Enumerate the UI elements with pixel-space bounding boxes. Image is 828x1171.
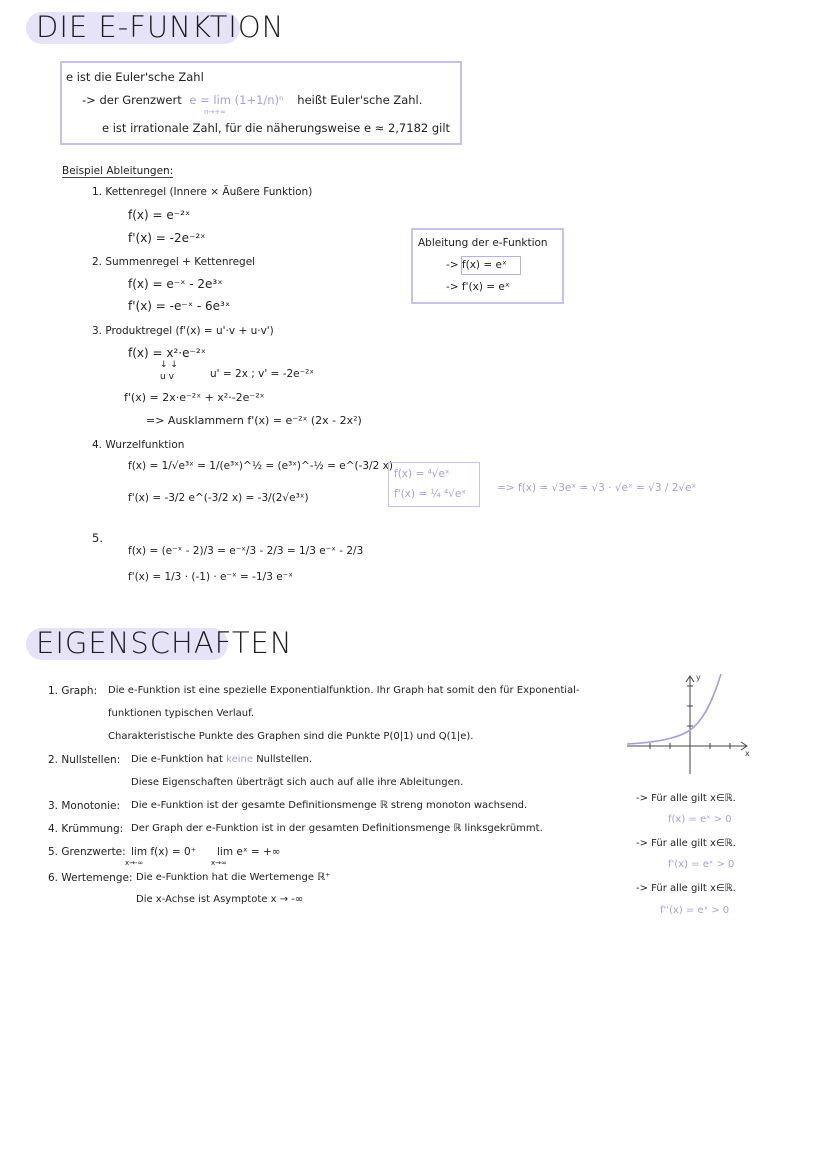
page-title: DIE E-FUNKTION (36, 10, 285, 44)
prop1-line3: Charakteristische Punkte des Graphen sind die Punkte P(0|1) und Q(1|e). (108, 731, 474, 742)
exp-curve (627, 674, 721, 744)
prop6-line2: Die x-Achse ist Asymptote x → -∞ (136, 894, 304, 905)
prop1-line2: funktionen typischen Verlauf. (108, 708, 255, 719)
prop6-label: 6. Wertemenge: (48, 872, 133, 884)
ex5-fp: f'(x) = 1/3 · (-1) · e⁻ˣ = -1/3 e⁻ˣ (128, 571, 293, 583)
root-side-f: f(x) = ⁴√eˣ (394, 468, 450, 480)
prop5-limit-a: lim f(x) = 0⁺ (131, 846, 197, 858)
graph-y-label: y (696, 673, 701, 682)
derivative-box-fp: -> f'(x) = eˣ (446, 281, 510, 293)
derivative-box-f: -> f(x) = eˣ (446, 259, 507, 271)
prop1-label: 1. Graph: (48, 685, 98, 697)
intro-line-3: e ist irrationale Zahl, für die näherungsweise e ≈ 2,7182 gilt (102, 121, 451, 135)
ex5-f: f(x) = (e⁻ˣ - 2)/3 = e⁻ˣ/3 - 2/3 = 1/3 e⁻ˣ - 2/3 (128, 545, 364, 557)
ex5-number: 5. (92, 531, 103, 545)
ex3-uv: u v (160, 372, 174, 382)
prop5-limit-b: lim eˣ = +∞ (217, 846, 281, 858)
prop2-pre: Die e-Funktion hat (131, 754, 223, 765)
prop2-line1 (131, 754, 312, 765)
intro-formula: e = lim (1+1/n)ⁿ (189, 93, 284, 107)
derivative-box-title: Ableitung der e-Funktion (418, 237, 548, 249)
root-side-fp: f'(x) = ¼ ⁴√eˣ (394, 488, 466, 500)
ex4-fp: f'(x) = -3/2 e^(-3/2 x) = -3/(2√e³ˣ) (128, 492, 309, 504)
prop3-text: Die e-Funktion ist der gesamte Definitionsmenge ℝ streng monoton wachsend. (131, 800, 528, 811)
prop4-text: Der Graph der e-Funktion ist in der gesamten Definitionsmenge ℝ linksgekrümmt. (131, 823, 543, 834)
prop5-limit-a-sub: x→-∞ (125, 859, 144, 867)
ex3-derivatives: u' = 2x ; v' = -2e⁻²ˣ (210, 368, 315, 380)
prop5-limit-b-sub: x→∞ (211, 859, 227, 867)
ex3-factor: => Ausklammern f'(x) = e⁻²ˣ (2x - 2x²) (146, 414, 362, 427)
side-note-3-head: -> Für alle gilt x∈ℝ. (636, 883, 736, 894)
side-note-3-val: f''(x) = eˣ > 0 (660, 905, 730, 916)
prop2-keine: keine (226, 754, 254, 765)
prop5-label: 5. Grenzwerte: (48, 846, 126, 858)
intro-line-2-post: heißt Euler'sche Zahl. (297, 93, 423, 107)
prop3-label: 3. Monotonie: (48, 800, 121, 812)
ex3-arrows: ↓ ↓ (160, 360, 178, 370)
prop1-line1: Die e-Funktion ist eine spezielle Exponentialfunktion. Ihr Graph hat somit den für Exponential- (108, 685, 580, 696)
prop2-label: 2. Nullstellen: (48, 754, 121, 766)
intro-line-2 (82, 93, 422, 107)
prop2-post: Nullstellen. (256, 754, 313, 765)
side-note-1-head: -> Für alle gilt x∈ℝ. (636, 793, 736, 804)
ex3-fp: f'(x) = 2x·e⁻²ˣ + x²·-2e⁻²ˣ (124, 391, 265, 404)
ex4-title: 4. Wurzelfunktion (92, 439, 185, 451)
side-note-1-val: f(x) = eˣ > 0 (668, 814, 732, 825)
examples-heading: Beispiel Ableitungen: (62, 165, 174, 177)
graph-x-label: x (745, 749, 750, 758)
ex2-f: f(x) = e⁻ˣ - 2e³ˣ (128, 277, 223, 291)
ex1-f: f(x) = e⁻²ˣ (128, 208, 191, 222)
exp-graph (625, 670, 755, 778)
section-title-properties: EIGENSCHAFTEN (36, 626, 293, 660)
derivative-box-f-frame (461, 256, 521, 275)
prop2-line2: Diese Eigenschaften überträgt sich auch auf alle ihre Ableitungen. (131, 777, 464, 788)
root-side-note: => f(x) = √3eˣ = √3 · √eˣ = √3 / 2√eˣ (497, 482, 697, 494)
intro-limit: n→+∞ (204, 108, 226, 116)
ex1-fp: f'(x) = -2e⁻²ˣ (128, 231, 206, 245)
intro-line-2-pre: -> der Grenzwert (82, 93, 182, 107)
prop4-label: 4. Krümmung: (48, 823, 124, 835)
ex4-f: f(x) = 1/√e³ˣ = 1/(e³ˣ)^½ = (e³ˣ)^-½ = e^(-3/2 x) (128, 460, 393, 472)
ex1-title: 1. Kettenregel (Innere × Äußere Funktion) (92, 186, 313, 198)
prop6-text: Die e-Funktion hat die Wertemenge ℝ⁺ (136, 872, 331, 883)
ex2-fp: f'(x) = -e⁻ˣ - 6e³ˣ (128, 299, 231, 313)
ex3-title: 3. Produktregel (f'(x) = u'·v + u·v') (92, 325, 274, 337)
side-note-2-head: -> Für alle gilt x∈ℝ. (636, 838, 736, 849)
ex3-f: f(x) = x²·e⁻²ˣ (128, 346, 206, 360)
intro-line-1: e ist die Euler'sche Zahl (66, 70, 204, 84)
side-note-2-val: f'(x) = eˣ > 0 (668, 859, 735, 870)
ex2-title: 2. Summenregel + Kettenregel (92, 256, 256, 268)
